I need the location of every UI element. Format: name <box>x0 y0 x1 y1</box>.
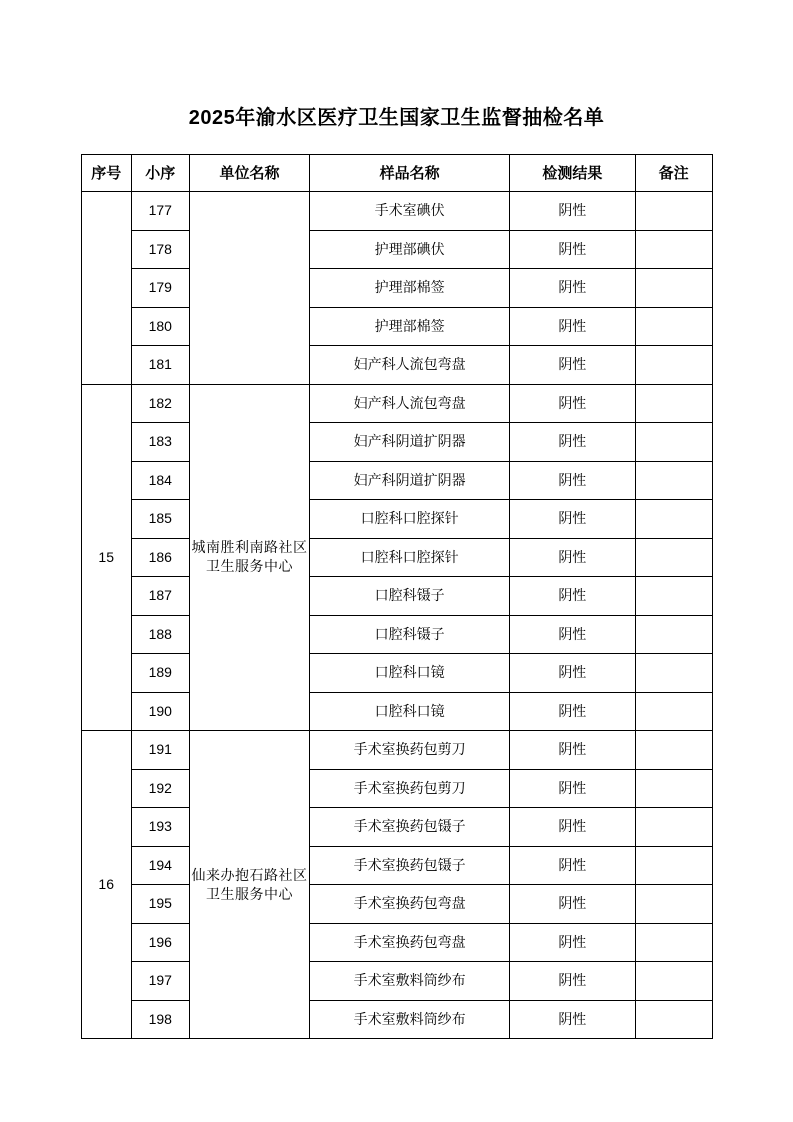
cell-remark <box>635 769 712 808</box>
cell-result: 阴性 <box>509 192 635 231</box>
column-header-unit: 单位名称 <box>189 155 310 192</box>
cell-subseq: 187 <box>131 577 189 616</box>
cell-result: 阴性 <box>509 846 635 885</box>
cell-sample: 口腔科口腔探针 <box>310 538 509 577</box>
cell-sample: 护理部碘伏 <box>310 230 509 269</box>
table-header-row <box>81 155 712 192</box>
table-header <box>81 155 712 192</box>
cell-sample: 手术室换药包弯盘 <box>310 885 509 924</box>
cell-sample: 妇产科阴道扩阴器 <box>310 461 509 500</box>
cell-subseq: 185 <box>131 500 189 539</box>
cell-remark <box>635 269 712 308</box>
cell-result: 阴性 <box>509 808 635 847</box>
table-row <box>81 731 712 770</box>
page-title: 2025年渝水区医疗卫生国家卫生监督抽检名单 <box>188 107 605 129</box>
table-row <box>81 500 712 539</box>
cell-sample: 口腔科口镜 <box>310 692 509 731</box>
cell-sample: 手术室换药包剪刀 <box>310 731 509 770</box>
cell-result: 阴性 <box>509 885 635 924</box>
cell-remark <box>635 500 712 539</box>
cell-subseq: 177 <box>131 192 189 231</box>
cell-result: 阴性 <box>509 731 635 770</box>
sample-table-container <box>81 154 713 1039</box>
cell-sample: 护理部棉签 <box>310 307 509 346</box>
cell-sample: 手术室换药包镊子 <box>310 808 509 847</box>
cell-result: 阴性 <box>509 962 635 1001</box>
cell-subseq: 191 <box>131 731 189 770</box>
sample-table <box>81 154 713 1039</box>
cell-remark <box>635 384 712 423</box>
table-row <box>81 692 712 731</box>
cell-sample: 口腔科口腔探针 <box>310 500 509 539</box>
cell-unit: 城南胜利南路社区卫生服务中心 <box>189 384 310 731</box>
cell-sample: 妇产科阴道扩阴器 <box>310 423 509 462</box>
cell-remark <box>635 692 712 731</box>
cell-remark <box>635 1000 712 1039</box>
cell-sample: 口腔科镊子 <box>310 577 509 616</box>
cell-subseq: 186 <box>131 538 189 577</box>
cell-subseq: 183 <box>131 423 189 462</box>
cell-remark <box>635 307 712 346</box>
cell-remark <box>635 577 712 616</box>
cell-subseq: 192 <box>131 769 189 808</box>
cell-remark <box>635 923 712 962</box>
cell-remark <box>635 846 712 885</box>
cell-sample: 手术室敷料筒纱布 <box>310 1000 509 1039</box>
cell-sample: 手术室换药包弯盘 <box>310 923 509 962</box>
cell-remark <box>635 346 712 385</box>
cell-result: 阴性 <box>509 538 635 577</box>
cell-sample: 手术室敷料筒纱布 <box>310 962 509 1001</box>
cell-result: 阴性 <box>509 692 635 731</box>
table-row <box>81 538 712 577</box>
table-row <box>81 654 712 693</box>
cell-subseq: 178 <box>131 230 189 269</box>
cell-subseq: 182 <box>131 384 189 423</box>
cell-remark <box>635 885 712 924</box>
cell-subseq: 184 <box>131 461 189 500</box>
table-row <box>81 230 712 269</box>
table-row <box>81 769 712 808</box>
table-row <box>81 577 712 616</box>
cell-seq: 16 <box>81 731 131 1039</box>
cell-remark <box>635 538 712 577</box>
cell-sample: 护理部棉签 <box>310 269 509 308</box>
cell-result: 阴性 <box>509 230 635 269</box>
table-row <box>81 384 712 423</box>
column-header-remark: 备注 <box>635 155 712 192</box>
cell-remark <box>635 808 712 847</box>
cell-result: 阴性 <box>509 461 635 500</box>
cell-remark <box>635 731 712 770</box>
cell-sample: 口腔科镊子 <box>310 615 509 654</box>
column-header-result: 检测结果 <box>509 155 635 192</box>
cell-remark <box>635 615 712 654</box>
cell-result: 阴性 <box>509 269 635 308</box>
table-row <box>81 423 712 462</box>
table-row <box>81 192 712 231</box>
cell-subseq: 194 <box>131 846 189 885</box>
cell-unit: 仙来办抱石路社区卫生服务中心 <box>189 731 310 1039</box>
cell-result: 阴性 <box>509 346 635 385</box>
cell-subseq: 189 <box>131 654 189 693</box>
cell-result: 阴性 <box>509 923 635 962</box>
cell-sample: 口腔科口镜 <box>310 654 509 693</box>
cell-sample: 妇产科人流包弯盘 <box>310 384 509 423</box>
cell-subseq: 193 <box>131 808 189 847</box>
table-row <box>81 846 712 885</box>
cell-seq <box>81 192 131 385</box>
cell-result: 阴性 <box>509 423 635 462</box>
column-header-sample: 样品名称 <box>310 155 509 192</box>
cell-remark <box>635 230 712 269</box>
table-row <box>81 269 712 308</box>
cell-unit <box>189 192 310 385</box>
table-body <box>81 192 712 1039</box>
cell-remark <box>635 423 712 462</box>
cell-subseq: 195 <box>131 885 189 924</box>
cell-result: 阴性 <box>509 384 635 423</box>
cell-result: 阴性 <box>509 615 635 654</box>
cell-remark <box>635 962 712 1001</box>
cell-sample: 手术室换药包镊子 <box>310 846 509 885</box>
cell-remark <box>635 654 712 693</box>
table-row <box>81 307 712 346</box>
column-header-seq: 序号 <box>81 155 131 192</box>
cell-result: 阴性 <box>509 307 635 346</box>
cell-subseq: 190 <box>131 692 189 731</box>
cell-subseq: 196 <box>131 923 189 962</box>
table-row <box>81 962 712 1001</box>
cell-subseq: 197 <box>131 962 189 1001</box>
cell-seq: 15 <box>81 384 131 731</box>
cell-subseq: 181 <box>131 346 189 385</box>
cell-subseq: 188 <box>131 615 189 654</box>
table-row <box>81 808 712 847</box>
cell-subseq: 179 <box>131 269 189 308</box>
cell-sample: 手术室换药包剪刀 <box>310 769 509 808</box>
table-row <box>81 923 712 962</box>
cell-subseq: 198 <box>131 1000 189 1039</box>
cell-subseq: 180 <box>131 307 189 346</box>
cell-remark <box>635 461 712 500</box>
cell-sample: 妇产科人流包弯盘 <box>310 346 509 385</box>
column-header-subseq: 小序 <box>131 155 189 192</box>
cell-remark <box>635 192 712 231</box>
cell-result: 阴性 <box>509 654 635 693</box>
table-row <box>81 461 712 500</box>
cell-result: 阴性 <box>509 769 635 808</box>
cell-result: 阴性 <box>509 577 635 616</box>
table-row <box>81 885 712 924</box>
table-row <box>81 346 712 385</box>
cell-result: 阴性 <box>509 500 635 539</box>
cell-result: 阴性 <box>509 1000 635 1039</box>
cell-sample: 手术室碘伏 <box>310 192 509 231</box>
table-row <box>81 615 712 654</box>
table-row <box>81 1000 712 1039</box>
